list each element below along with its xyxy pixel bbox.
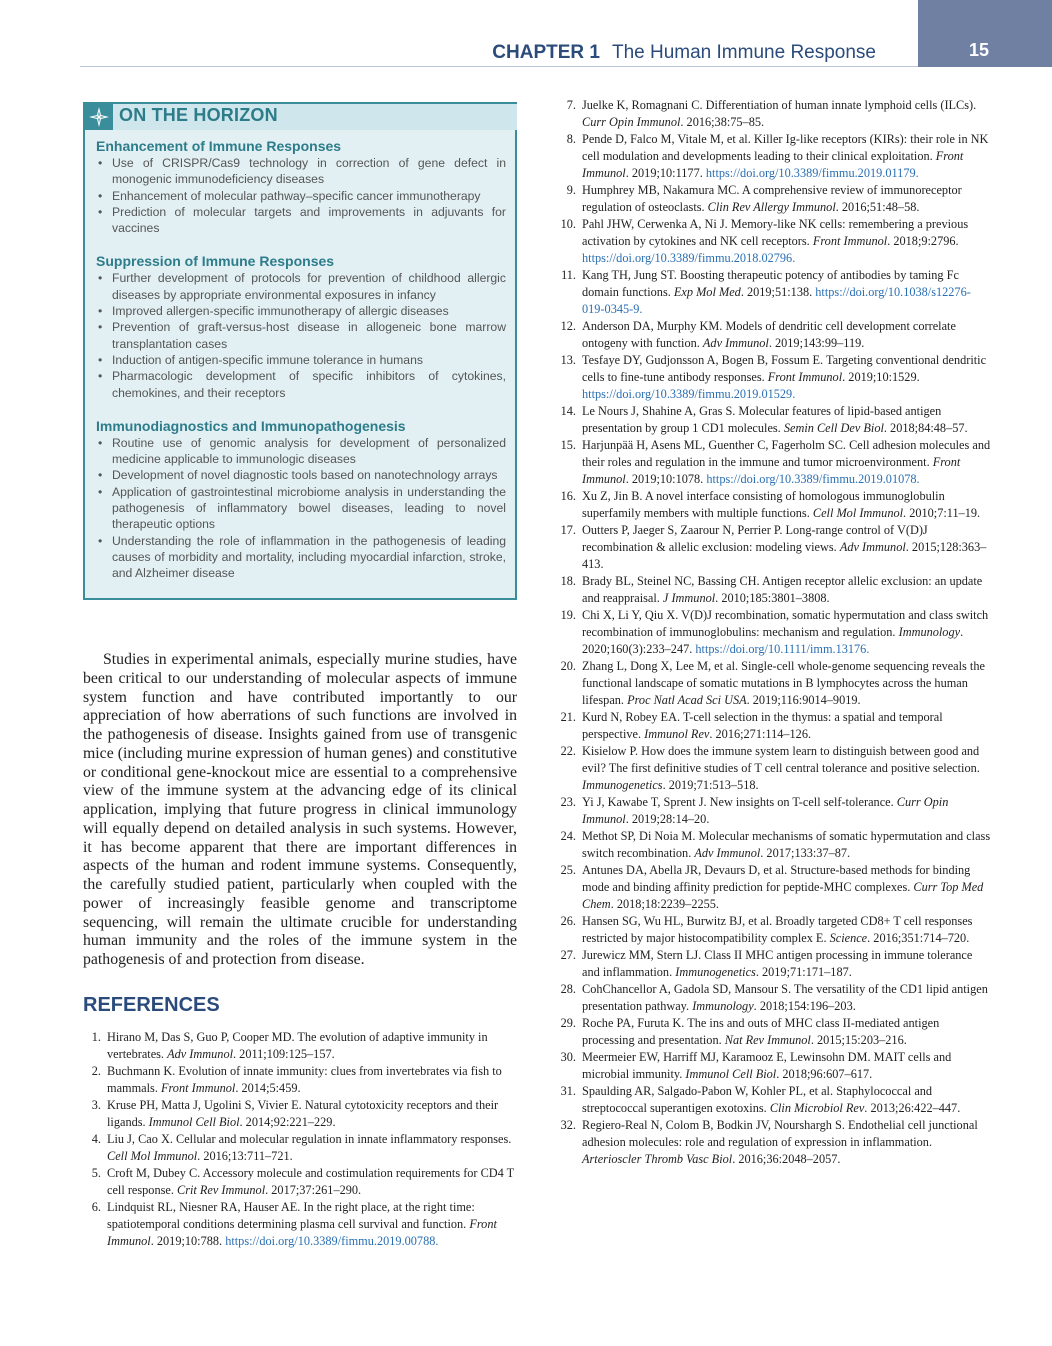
reference-item [83,1131,517,1165]
reference-journal: Adv Immunol [167,1047,234,1061]
reference-number: 10. [560,217,576,231]
reference-journal: Front Immunol [767,370,843,384]
reference-citation: . 2019;10:788. [150,1234,226,1248]
body-paragraph: Studies in experimental animals, especially murine studies, have been critical to our understanding of molecular aspects of immune system function and have contributed importantly to our appreciation of how aberrations of such functions are involved in the pathogenesis of disease. Insights gained from use of transgenic mice (including murine expression of human genes) and constitutive or conditional gene-knockout mice are essential to a comprehensive view of the immune system at the advancing edge of its clinical application, implying that future progress in clinical immunology will equally depend on detailed analysis in such systems. However, it has become apparent that there are important differences in aspects of the human and rodent immune systems. Consequently, the carefully studied patient, particularly when coupled with the power of increasingly feasible genome and transcriptome sequencing, will remain the ultimate crucible for understanding human immunity and the roles of the immune system in the pathogenesis of and protection from disease. [83,651,517,968]
reference-text: Le Nours J, Shahine A, Gras S. Molecular features of lipid-based antigen presentation by group 1 CD1 molecules. [582,404,942,435]
reference-item [558,403,992,437]
reference-item [558,352,992,403]
reference-journal: Immunogenetics [675,965,756,979]
reference-number: 9. [566,183,576,197]
reference-journal: Clin Rev Allergy Immunol [707,200,836,214]
reference-text: Kruse PH, Matta J, Ugolini S, Vivier E. Natural cytotoxicity receptors and their ligands. [107,1098,499,1129]
reference-journal: Front Immunol [582,455,961,486]
reference-text: Liu J, Cao X. Cellular and molecular regulation in innate inflammatory responses. [107,1132,512,1146]
running-header [492,42,876,64]
horizon-bullet-item: • Development of novel diagnostic tools based on nanotechnology arrays [96,467,506,483]
compass-star-icon [85,104,113,130]
reference-text: Spaulding AR, Salgado-Pabon W, Kohler PL, et al. Staphylococcal and streptococcal superantigen exotoxins. [582,1084,933,1115]
reference-citation: . 2019;10:1529. [842,370,920,384]
reference-number: 19. [560,608,576,622]
reference-number: 11. [561,268,576,282]
reference-number: 21. [560,710,576,724]
reference-text: Tesfaye DY, Gudjonsson A, Bogen B, Fossum E. Targeting conventional dendritic cells to fine-tune antibody responses. [582,353,987,384]
reference-item [558,709,992,743]
reference-journal: Proc Natl Acad Sci USA [627,693,747,707]
horizon-title: ON THE HORIZON [119,105,278,125]
reference-text: Humphrey MB, Nakamura MC. A comprehensive review of immunoreceptor regulation of osteoclasts. [582,183,962,214]
horizon-bullet-item: • Prediction of molecular targets and improvements in adjuvants for vaccines [96,204,506,237]
reference-text: Brady BL, Steinel NC, Bassing CH. Antigen receptor allelic exclusion: an update and reappraisal. [582,574,983,605]
reference-journal: Front Immunol [812,234,888,248]
reference-text: Harjunpää H, Asens ML, Guenther C, Fagerholm SC. Cell adhesion molecules and their roles and regulation in the immune and tumor microenvironment. [582,438,991,469]
reference-number: 1. [91,1030,101,1044]
reference-number: 30. [560,1050,576,1064]
reference-citation: . 2020;160(3):233–247. [582,625,964,656]
reference-text: Hirano M, Das S, Guo P, Cooper MD. The evolution of adaptive immunity in vertebrates. [107,1030,488,1061]
reference-citation: . 2016;38:75–85. [680,115,765,129]
reference-text: Lindquist RL, Niesner RA, Hauser AE. In the right place, at the right time: spatiotemporal conditions determining plasma cell survival and function. [107,1200,475,1231]
reference-text: Pahl JHW, Cerwenka A, Ni J. Memory-like NK cells: remembering a previous activation by cytokines and NK cell receptors. [582,217,969,248]
reference-number: 26. [560,914,576,928]
reference-number: 3. [91,1098,101,1112]
reference-text: Hansen SG, Wu HL, Burwitz BJ, et al. Broadly targeted CD8+ T cell responses restricted by major histocompatibility complex E. [582,914,973,945]
reference-item [558,1049,992,1083]
reference-journal: Front Immunol [582,149,964,180]
reference-item [558,573,992,607]
reference-citation: . 2010;7:11–19. [903,506,981,520]
reference-text: Kisielow P. How does the immune system learn to distinguish between good and evil? The first definitive studies of T cell central tolerance and positive selection. [582,744,980,775]
horizon-bullet-item: • Use of CRISPR/Cas9 technology in correction of gene defect in monogenic immunodeficiency diseases [96,155,506,188]
reference-number: 8. [566,132,576,146]
reference-citation: . 2010;185:3801–3808. [715,591,830,605]
reference-number: 4. [91,1132,101,1146]
reference-item [83,1165,517,1199]
reference-text: Antunes DA, Abella JR, Devaurs D, et al. Structure-based methods for binding mode and binding affinity prediction for peptide-MHC complexes. [582,863,971,894]
reference-text: Meermeier EW, Harriff MJ, Karamooz E, Lewinsohn DM. MAIT cells and microbial immunity. [582,1050,952,1081]
reference-doi-link[interactable]: https://doi.org/10.1111/imm.13176. [695,642,870,656]
reference-number: 18. [560,574,576,588]
reference-journal: Cell Mol Immunol [812,506,904,520]
reference-item [83,1097,517,1131]
reference-number: 27. [560,948,576,962]
reference-text: Roche PA, Furuta K. The ins and outs of MHC class II-mediated antigen processing and presentation. [582,1016,940,1047]
reference-item [558,182,992,216]
reference-text: Pende D, Falco M, Vitale M, et al. Killer Ig-like receptors (KIRs): their role in NK cell modulation and developments leading to their clinical exploitation. [582,132,989,163]
reference-journal: Immunology [692,999,754,1013]
chapter-label: CHAPTER 1 [492,42,600,63]
reference-text: Juelke K, Romagnani C. Differentiation of human innate lymphoid cells (ILCs). [582,98,977,112]
reference-text: Anderson DA, Murphy KM. Models of dendritic cell development correlate ontogeny with function. [582,319,956,350]
reference-citation: . 2019;28:14–20. [625,812,710,826]
on-the-horizon-box [83,102,517,600]
reference-citation: . 2019;71:171–187. [755,965,852,979]
chapter-title: The Human Immune Response [611,42,876,63]
reference-journal: Front Immunol [160,1081,236,1095]
reference-journal: Clin Microbiol Rev [769,1101,865,1115]
reference-journal: Exp Mol Med [673,285,741,299]
reference-text: Jurewicz MM, Stern LJ. Class II MHC antigen processing in immune tolerance and inflammation. [582,948,973,979]
horizon-bullet-item: • Improved allergen-specific immunotherapy of allergic diseases [96,303,506,319]
reference-journal: Curr Top Med Chem [582,880,984,911]
reference-journal: J Immunol [662,591,716,605]
reference-number: 29. [560,1016,576,1030]
reference-item [83,1199,517,1250]
reference-citation: . 2016;13:711–721. [197,1149,293,1163]
reference-number: 16. [560,489,576,503]
horizon-bullet-item: • Pharmacologic development of specific inhibitors of cytokines, chemokines, and their receptors [96,368,506,401]
reference-citation: . 2015;128:363–413. [582,540,987,571]
reference-citation: . 2018;18:2239–2255. [610,897,719,911]
reference-item [558,131,992,182]
reference-number: 20. [560,659,576,673]
reference-item [558,607,992,658]
reference-citation: . 2018;96:607–617. [776,1067,873,1081]
reference-text: Zhang L, Dong X, Lee M, et al. Single-cell whole-genome sequencing reveals the functional landscape of somatic mutations in B lymphocytes across the human lifespan. [582,659,985,707]
reference-number: 6. [91,1200,101,1214]
reference-journal: Semin Cell Dev Biol [783,421,884,435]
reference-text: Kang TH, Jung ST. Boosting therapeutic potency of antibodies by taming Fc domain functions. [582,268,959,299]
reference-doi-link[interactable]: https://doi.org/10.3389/fimmu.2019.00788. [225,1234,439,1248]
reference-number: 32. [560,1118,576,1132]
horizon-bullet-item: • Further development of protocols for prevention of childhood allergic diseases by appropriate environmental exposures in infancy [96,270,506,303]
reference-citation: . 2014;5:459. [235,1081,301,1095]
reference-citation: . 2013;26:422–447. [864,1101,961,1115]
horizon-bullet-item: • Enhancement of molecular pathway–specific cancer immunotherapy [96,188,506,204]
reference-item [558,522,992,573]
reference-item [558,97,992,131]
reference-citation: . 2015;15:203–216. [810,1033,907,1047]
reference-number: 14. [560,404,576,418]
reference-citation: . 2016;271:114–126. [709,727,812,741]
reference-citation: . 2016;51:48–58. [835,200,920,214]
reference-number: 7. [566,98,576,112]
horizon-bullet-item: • Routine use of genomic analysis for development of personalized medicine applicable to immunologic diseases [96,435,506,468]
reference-item [558,437,992,488]
reference-journal: Immunology [898,625,961,639]
reference-item [558,981,992,1015]
reference-text: Buchmann K. Evolution of innate immunity: clues from invertebrates via fish to mammals. [107,1064,502,1095]
reference-item [558,1083,992,1117]
reference-number: 12. [560,319,576,333]
reference-number: 5. [91,1166,101,1180]
reference-doi-link[interactable]: https://doi.org/10.3389/fimmu.2018.02796. [582,251,796,265]
horizon-section-heading: Suppression of Immune Responses [96,253,335,270]
horizon-section-heading: Immunodiagnostics and Immunopathogenesis [96,417,406,434]
reference-citation: . 2018;84:48–57. [883,421,968,435]
reference-citation: . 2019;10:1078. [625,472,707,486]
reference-journal: Immunol Cell Biol [685,1067,777,1081]
reference-citation: . 2019;51:138. [740,285,816,299]
reference-journal: Curr Opin Immunol [582,115,681,129]
reference-number: 22. [560,744,576,758]
reference-number: 25. [560,863,576,877]
horizon-content [96,137,506,582]
reference-citation: . 2016;36:2048–2057. [732,1152,841,1166]
reference-number: 17. [560,523,576,537]
reference-text: Croft M, Dubey C. Accessory molecule and costimulation requirements for CD4 T cell response. [107,1166,514,1197]
reference-item [558,1015,992,1049]
reference-journal: Adv Immunol [839,540,906,554]
reference-citation: . 2016;351:714–720. [867,931,970,945]
reference-journal: Adv Immunol [702,336,769,350]
references-heading: REFERENCES [83,994,220,1016]
reference-item [558,743,992,794]
reference-item [83,1063,517,1097]
reference-doi-link[interactable]: https://doi.org/10.3389/fimmu.2019.01078. [706,472,920,486]
reference-number: 15. [560,438,576,452]
horizon-bullet-list [96,435,506,582]
horizon-bullet-item: • Prevention of graft-versus-host disease in allogeneic bone marrow transplantation cases [96,319,506,352]
reference-journal: Immunol Cell Biol [148,1115,240,1129]
reference-journal: Science [829,931,868,945]
reference-number: 23. [560,795,576,809]
reference-citation: . 2018;154:196–203. [753,999,856,1013]
reference-journal: Adv Immunol [694,846,761,860]
reference-citation: . 2018;9:2796. [887,234,959,248]
references-list-right [558,97,992,1168]
reference-text: Outters P, Jaeger S, Zaarour N, Perrier P. Long-range control of V(D)J recombination & allelic exclusion: modeling views. [582,523,928,554]
references-list-left [83,1029,517,1250]
reference-doi-link[interactable]: https://doi.org/10.3389/fimmu.2019.01179. [705,166,919,180]
reference-item [558,913,992,947]
page-number: 15 [968,40,990,60]
reference-citation: . 2017;133:37–87. [760,846,851,860]
horizon-bullet-list [96,270,506,400]
reference-item [558,488,992,522]
reference-journal: Immunol Rev [644,727,710,741]
reference-number: 28. [560,982,576,996]
reference-item [558,862,992,913]
reference-citation: . 2019;116:9014–9019. [746,693,861,707]
reference-citation: . 2014;92:221–229. [239,1115,336,1129]
reference-item [558,794,992,828]
reference-journal: Immunogenetics [582,778,663,792]
reference-citation: . 2017;37:261–290. [265,1183,362,1197]
reference-item [558,658,992,709]
reference-citation: . 2019;10:1177. [625,166,706,180]
reference-number: 13. [560,353,576,367]
reference-text: CohChancellor A, Gadola SD, Mansour S. The versatility of the CD1 lipid antigen presentation pathway. [582,982,988,1013]
reference-text: Regiero-Real N, Colom B, Bodkin JV, Nourshargh S. Endothelial cell junctional adhesion molecules: role and regulation of expression in inflammation. [582,1118,978,1149]
horizon-bullet-item: • Induction of antigen-specific immune tolerance in humans [96,352,506,368]
reference-citation: . 2011;109:125–157. [233,1047,335,1061]
reference-journal: Curr Opin Immunol [582,795,949,826]
reference-number: 24. [560,829,576,843]
reference-item [558,1117,992,1168]
reference-journal: Cell Mol Immunol [107,1149,198,1163]
horizon-bullet-item: • Application of gastrointestinal microbiome analysis in understanding the pathogenesis of inflammatory bowel diseases, leading to novel therapeutic options [96,484,506,533]
reference-doi-link[interactable]: https://doi.org/10.3389/fimmu.2019.01529. [582,387,796,401]
reference-item [83,1029,517,1063]
reference-text: Yi J, Kawabe T, Sprent J. New insights on T-cell self-tolerance. [582,795,897,809]
header-rule [80,66,918,67]
reference-item [558,947,992,981]
reference-number: 2. [91,1064,101,1078]
reference-text: Xu Z, Jin B. A novel interface consisting of homologous immunoglobulin superfamily members with multiple functions. [582,489,945,520]
horizon-section-heading: Enhancement of Immune Responses [96,138,342,154]
reference-doi-link[interactable]: https://doi.org/10.1038/s12276-019-0345-9. [582,285,971,316]
reference-journal: Front Immunol [107,1217,497,1248]
reference-journal: Nat Rev Immunol [724,1033,811,1047]
reference-citation: . 2019;143:99–119. [768,336,865,350]
reference-journal: Crit Rev Immunol [177,1183,266,1197]
reference-text: Kurd N, Robey EA. T-cell selection in the thymus: a spatial and temporal perspective. [582,710,943,741]
reference-text: Methot SP, Di Noia M. Molecular mechanisms of somatic hypermutation and class switch recombination. [582,829,991,860]
reference-number: 31. [560,1084,576,1098]
horizon-bullet-item: • Understanding the role of inflammation in the pathogenesis of leading causes of morbidity and mortality, including myocardial infarction, stroke, and Alzheimer disease [96,533,506,582]
reference-text: Chi X, Li Y, Qiu X. V(D)J recombination, somatic hypermutation and class switch recombination of immunoglobulins: mechanism and regulation. [582,608,989,639]
reference-item [558,267,992,318]
horizon-bullet-list [96,155,506,236]
reference-item [558,828,992,862]
reference-citation: . 2019;71:513–518. [662,778,759,792]
reference-item [558,318,992,352]
reference-journal: Arterioscler Thromb Vasc Biol [582,1152,733,1166]
reference-item [558,216,992,267]
